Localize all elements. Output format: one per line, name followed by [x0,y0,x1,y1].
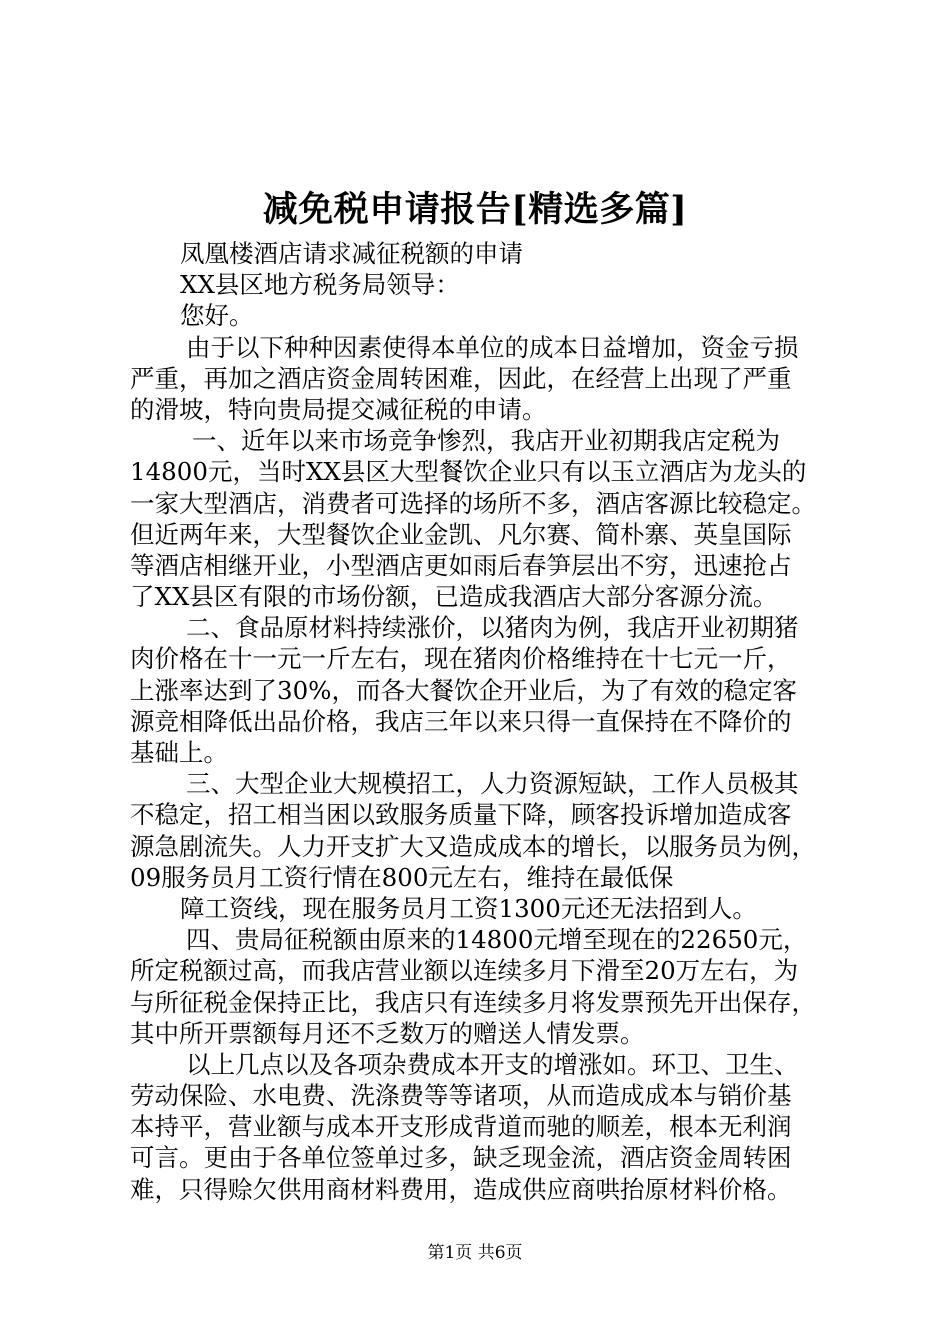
paragraph-line: 所定税额过高，而我店营业额以连续多月下滑至20万左右，为 [130,956,799,986]
paragraph-line: 二、食品原材料持续涨价，以猪肉为例，我店开业初期猪 [186,613,799,643]
paragraph-line: 一家大型酒店，消费者可选择的场所不多，酒店客源比较稳定。 [130,488,816,518]
document-body [130,238,832,1205]
paragraph-line: 四、贵局征税额由原来的14800元增至现在的22650元， [186,925,808,955]
paragraph-line: 劳动保险、水电费、洗涤费等等诸项，从而造成成本与销价基 [130,1081,792,1111]
paragraph-line: 的滑坡，特向贵局提交减征税的申请。 [130,394,547,424]
subject-line: 凤凰楼酒店请求减征税额的申请 [180,239,523,268]
paragraph-line: 与所征税金保持正比，我店只有连续多月将发票预先开出保存， [130,987,816,1017]
paragraph-line: 障工资线，现在服务员月工资1300元还无法招到人。 [180,893,757,923]
paragraph-line: 14800元，当时XX县区大型餐饮企业只有以玉立酒店为龙头的 [130,457,807,487]
paragraph-line: 其中所开票额每月还不乏数万的赠送人情发票。 [130,1018,645,1048]
paragraph-line: 由于以下种种因素使得本单位的成本日益增加，资金亏损 [186,332,799,362]
paragraph-line: 以上几点以及各项杂费成本开支的增涨如。环卫、卫生、 [186,1049,799,1079]
paragraph-line: 源急剧流失。人力开支扩大又造成成本的增长，以服务员为例， [130,831,816,861]
paragraph-line: 可言。更由于各单位签单过多，缺乏现金流，酒店资金周转困 [130,1143,792,1173]
paragraph-line: 肉价格在十一元一斤左右，现在猪肉价格维持在十七元一斤， [130,644,792,674]
paragraph-line: 上涨率达到了30%，而各大餐饮企开业后，为了有效的稳定客 [130,675,797,705]
document-title: 减免税申请报告[精选多篇] [262,189,688,230]
paragraph-line: 不稳定，招工相当困以致服务质量下降，顾客投诉增加造成客 [130,800,792,830]
salutation-line: XX县区地方税务局领导： [180,270,460,300]
paragraph-line: 但近两年来，大型餐饮企业金凯、凡尔赛、简朴寨、英皇国际 [130,519,792,549]
greeting-line: 您好。 [180,301,254,331]
paragraph-line: 09服务员月工资行情在800元左右，维持在最低保 [130,862,674,892]
paragraph-line: 等酒店相继开业，小型酒店更如雨后春笋层出不穷，迅速抢占 [130,550,792,580]
paragraph-line: 三、大型企业大规模招工，人力资源短缺，工作人员极其 [186,769,799,799]
paragraph-line: 了XX县区有限的市场份额，已造成我酒店大部分客源分流。 [130,582,778,612]
paragraph-line: 本持平，营业额与成本开支形成背道而驰的顺差，根本无利润 [130,1112,792,1142]
paragraph-line: 严重，再加之酒店资金周转困难，因此，在经营上出现了严重 [130,363,792,393]
page-number-footer: 第1页 共6页 [427,1243,523,1263]
paragraph-line: 源竞相降低出品价格，我店三年以来只得一直保持在不降价的 [130,706,792,736]
paragraph-line: 基础上。 [130,738,228,767]
paragraph-line: 一、近年以来市场竞争惨烈，我店开业初期我店定税为 [192,426,780,456]
paragraph-line: 难，只得赊欠供用商材料费用，造成供应商哄抬原材料价格。 [130,1174,792,1204]
